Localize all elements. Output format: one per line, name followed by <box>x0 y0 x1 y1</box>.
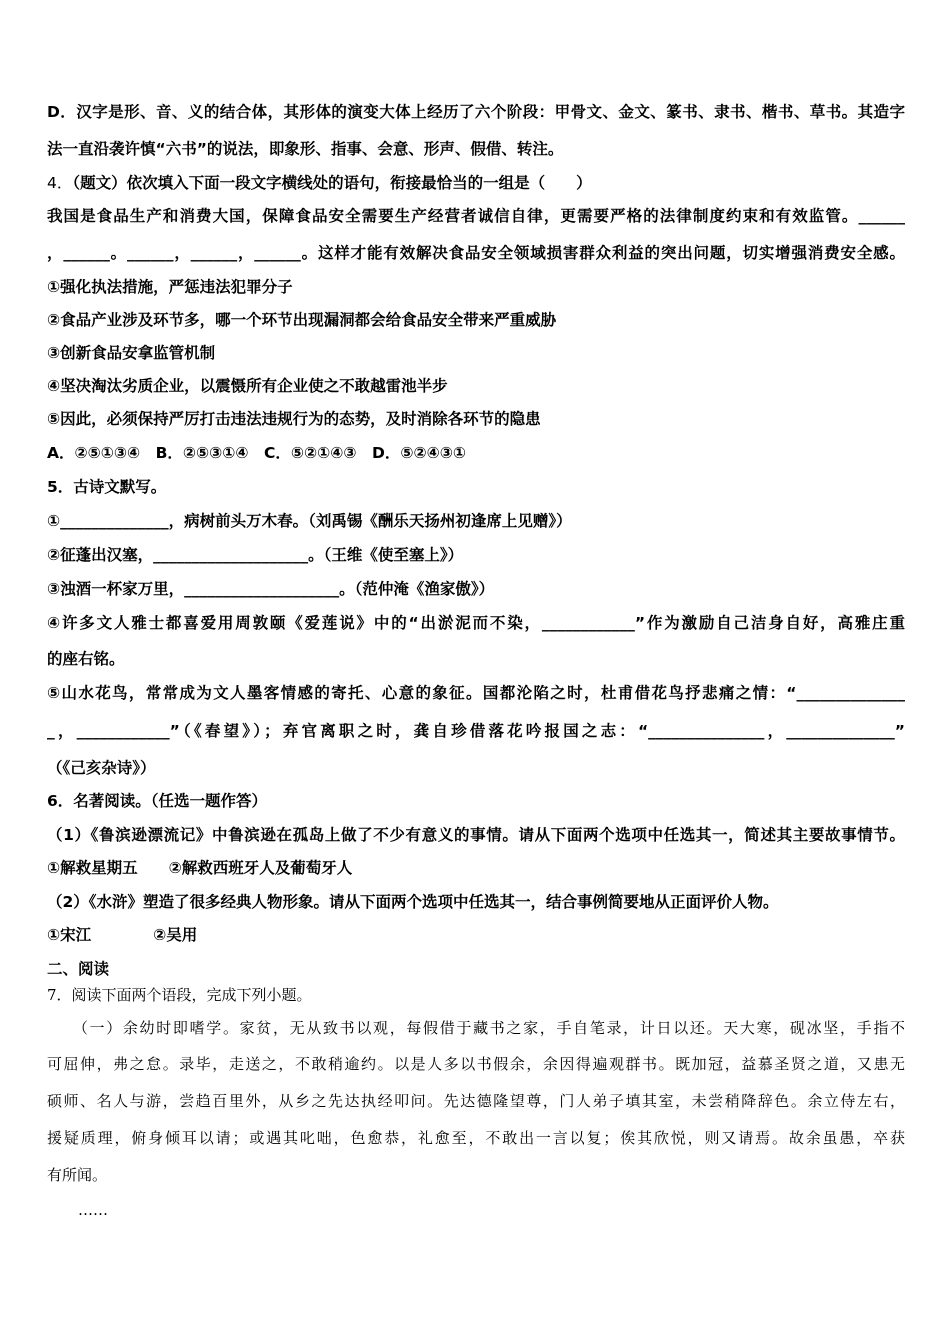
passage-line: 硕师、名人与游，尝趋百里外，从乡之先达执经叩问。先达德隆望尊，门人弟子填其室，未尝稍降辞色。余立侍左右， <box>47 1092 905 1110</box>
q6-part1: （1）《鲁滨逊漂流记》中鲁滨逊在孤岛上做了不少有意义的事情。请从下面两个选项中任选其一，简述其主要故事情节。 <box>47 826 905 844</box>
section-heading: 二、阅读 <box>47 960 110 978</box>
q4-item: ②食品产业涉及环节多，哪一个环节出现漏洞都会给食品安全带来严重威胁 <box>47 311 557 329</box>
q5-line: ③浊酒一杯家万里，____________________。（范仲淹《渔家傲》） <box>47 580 495 598</box>
q6-part2: （2）《水浒》塑造了很多经典人物形象。请从下面两个选项中任选其一，结合事例简要地从正面评价人物。 <box>47 893 779 911</box>
q5-line: 的座右铭。 <box>47 650 125 668</box>
q4-passage-line2: ，______。______，______，______。这样才能有效解决食品安全领域损害群众利益的突出问题，切实增强消费安全感。 <box>47 244 905 262</box>
q3-option-d-line2: 法一直沿袭许慎“六书”的说法，即象形、指事、会意、形声、假借、转注。 <box>47 140 564 158</box>
q7-stem: 7．阅读下面两个语段，完成下列小题。 <box>47 986 312 1004</box>
q6-part2-options: ①宋江 ②吴用 <box>47 926 198 944</box>
q4-item: ③创新食品安拿监管机制 <box>47 344 216 362</box>
question-stem: （题文）依次填入下面一段文字横线处的语句，衔接最恰当的一组是（ ） <box>72 174 592 192</box>
q5-line: ②征蓬出汉塞，____________________。（王维《使至塞上》） <box>47 546 464 564</box>
q4-item: ④坚决淘汰劣质企业，以震慑所有企业使之不敢越雷池半步 <box>47 377 448 395</box>
q4-passage-line1: 我国是食品生产和消费大国，保障食品安全需要生产经营者诚信自律，更需要严格的法律制度约束和有效监管。______ <box>47 207 905 225</box>
q5-line: ①______________，病树前头万木春。（刘禹锡《酬乐天扬州初逢席上见赠》） <box>47 512 572 530</box>
q5-title: 5．古诗文默写。 <box>47 478 167 496</box>
passage-line: 援疑质理，俯身倾耳以请；或遇其叱咄，色愈恭，礼愈至，不敢出一言以复；俟其欣悦，则又请焉。故余虽愚，卒获 <box>47 1129 905 1147</box>
q4-item: ①强化执法措施，严惩违法犯罪分子 <box>47 278 293 296</box>
q4-item: ⑤因此，必须保持严厉打击违法违规行为的态势，及时消除各环节的隐患 <box>47 410 541 428</box>
q6-part1-options: ①解救星期五 ②解救西班牙人及葡萄牙人 <box>47 859 353 877</box>
q5-line: ⑤山水花鸟，常常成为文人墨客情感的寄托、心意的象征。国都沦陷之时，杜甫借花鸟抒悲痛之情：“______________ <box>47 684 905 702</box>
q3-option-d-line1: D．汉字是形、音、义的结合体，其形体的演变大体上经历了六个阶段：甲骨文、金文、篆书、隶书、楷书、草书。其造字 <box>47 103 905 121</box>
q4-options: A．②⑤①③④ B．②⑤③①④ C．⑤②①④③ D．⑤②④③① <box>47 444 467 462</box>
q6-title: 6．名著阅读。（任选一题作答） <box>47 792 268 810</box>
q5-line: （《己亥杂诗》） <box>47 759 156 777</box>
ellipsis: …… <box>78 1201 108 1219</box>
passage-line: 有所闻。 <box>47 1166 108 1184</box>
q4-stem <box>47 173 592 193</box>
q5-line: _，____________”（《春望》）；弃官离职之时，龚自珍借落花吟报国之志：“_______________，______________” <box>47 722 905 740</box>
passage-line: （一）余幼时即嗜学。家贫，无从致书以观，每假借于藏书之家，手自笔录，计日以还。天大寒，砚冰坚，手指不 <box>47 1019 905 1037</box>
passage-line: 可屈伸，弗之怠。录毕，走送之，不敢稍逾约。以是人多以书假余，余因得遍观群书。既加冠，益慕圣贤之道，又患无 <box>47 1055 905 1073</box>
q5-line: ④许多文人雅士都喜爱用周敦颐《爱莲说》中的“出淤泥而不染，____________”作为激励自己洁身自好，高雅庄重 <box>47 614 905 632</box>
question-number: 4． <box>47 174 73 192</box>
